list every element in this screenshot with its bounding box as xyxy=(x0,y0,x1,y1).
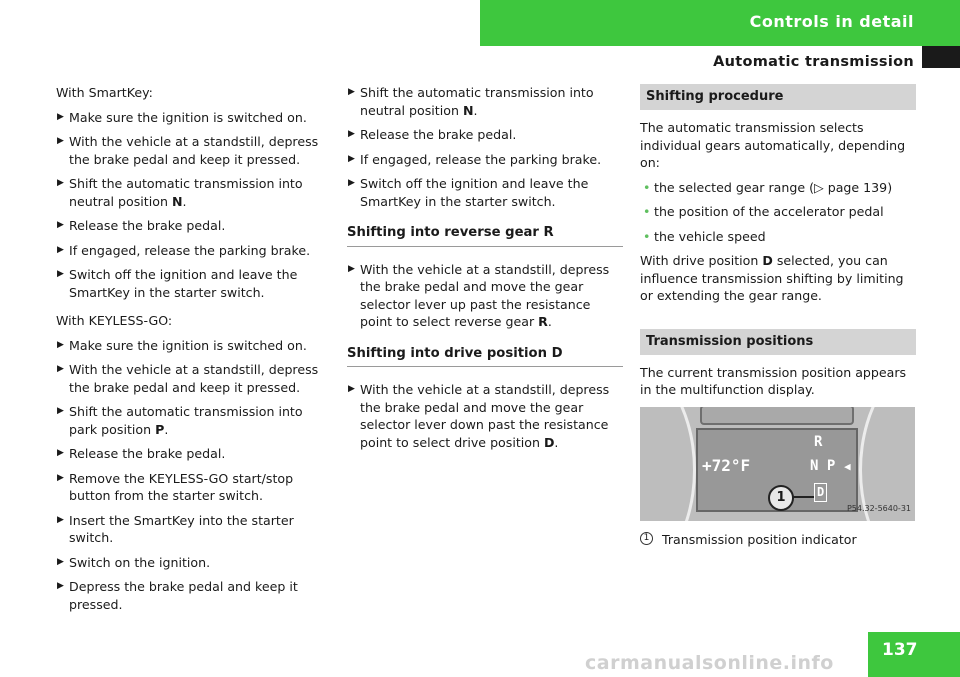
step-item xyxy=(56,512,330,547)
bullet-dot-icon: • xyxy=(643,204,651,219)
step-arrow-icon: ▶ xyxy=(57,581,64,591)
column-3 xyxy=(640,84,916,548)
step-arrow-icon: ▶ xyxy=(57,136,64,146)
step-arrow-icon: ▶ xyxy=(57,244,64,255)
smartkey-intro: With SmartKey: xyxy=(56,85,153,100)
step-arrow-icon: ▶ xyxy=(57,339,64,350)
step-punct: . xyxy=(473,102,478,118)
step-item xyxy=(347,381,623,451)
drive-heading: Shifting into drive position D xyxy=(347,345,623,368)
temperature-readout: +72°F xyxy=(702,455,751,475)
callout-1: 1 xyxy=(768,485,794,511)
gear-d: D xyxy=(814,483,827,503)
display-top-bar xyxy=(700,407,854,425)
drive-steps xyxy=(347,381,623,451)
step-item xyxy=(56,266,330,301)
step-arrow-icon: ▶ xyxy=(348,153,355,164)
bullet-dot-icon: • xyxy=(643,179,651,195)
step-text: Insert the SmartKey into the starter switch. xyxy=(69,512,294,545)
step-punct: . xyxy=(554,434,559,450)
step-text: Switch on the ignition. xyxy=(69,554,211,570)
step-item xyxy=(347,175,623,210)
step-punct: . xyxy=(547,314,552,329)
gear-np: N P xyxy=(810,457,836,474)
step-text: Switch off the ignition and leave the SmartKey in the starter switch. xyxy=(69,267,298,300)
step-item xyxy=(56,578,330,613)
step-text: With the vehicle at a standstill, depress the brake pedal and keep it pressed. xyxy=(69,134,319,167)
step-item xyxy=(56,361,330,396)
bullet-item xyxy=(640,228,916,246)
reverse-heading: Shifting into reverse gear R xyxy=(347,224,623,247)
shutdown-steps xyxy=(347,84,623,210)
positions-intro: The current transmission position appears in the multifunction display. xyxy=(640,364,907,397)
step-arrow-icon: ▶ xyxy=(348,178,355,188)
step-arrow-icon: ▶ xyxy=(348,87,355,97)
step-item xyxy=(56,445,330,463)
step-item xyxy=(347,151,623,169)
figure-code: P54.32-5640-31 xyxy=(846,504,911,513)
step-text: Shift the automatic transmission into neutral position xyxy=(69,176,303,209)
step-item xyxy=(56,109,330,127)
bullet-text: the selected gear range (▷ page 139) xyxy=(654,179,893,195)
gear-arrow-icon: ◀ xyxy=(844,459,851,473)
step-text: With the vehicle at a standstill, depress the brake pedal and keep it pressed. xyxy=(69,362,319,395)
step-text: Shift the automatic transmission into neutral position xyxy=(360,85,594,118)
step-text: Depress the brake pedal and keep it pressed. xyxy=(69,579,298,612)
step-punct: . xyxy=(182,193,187,209)
step-arrow-icon: ▶ xyxy=(57,472,64,483)
page-number: 137 xyxy=(882,640,918,660)
step-text: Shift the automatic transmission into park position xyxy=(69,404,303,437)
bullet-text: the position of the accelerator pedal xyxy=(654,204,884,219)
step-text: Switch off the ignition and leave the SmartKey in the starter switch. xyxy=(360,176,589,209)
keyless-steps xyxy=(56,337,330,614)
step-arrow-icon: ▶ xyxy=(57,406,64,416)
subsection-title: Automatic transmission xyxy=(713,54,914,70)
column-1 xyxy=(56,84,330,620)
drive-note: With drive position D selected, you can influence transmission shifting by limiting or extending the gear range. xyxy=(640,253,904,303)
keyless-intro: With KEYLESS-GO: xyxy=(56,313,173,328)
step-arrow-icon: ▶ xyxy=(348,384,355,394)
step-text: Release the brake pedal. xyxy=(69,218,226,233)
figure-legend xyxy=(640,531,916,549)
bullet-item xyxy=(640,203,916,221)
step-text: Remove the KEYLESS-GO start/stop button from the starter switch. xyxy=(69,470,294,503)
legend-text: Transmission position indicator xyxy=(662,531,857,547)
smartkey-steps xyxy=(56,109,330,302)
step-arrow-icon: ▶ xyxy=(57,178,64,188)
step-item xyxy=(56,554,330,572)
step-arrow-icon: ▶ xyxy=(57,220,64,230)
procedure-bullets xyxy=(640,179,916,246)
step-punct: . xyxy=(164,421,169,437)
step-text: Release the brake pedal. xyxy=(360,127,517,142)
step-text: With the vehicle at a standstill, depress the brake pedal and move the gear selector lever down past the resistance point to select drive position xyxy=(360,382,610,450)
step-text: If engaged, release the parking brake. xyxy=(360,151,602,167)
step-item xyxy=(56,175,330,210)
gauge-arc-left xyxy=(640,407,696,521)
step-item xyxy=(56,133,330,168)
step-item xyxy=(56,337,330,355)
step-text: Release the brake pedal. xyxy=(69,446,226,461)
section-header-bar xyxy=(480,0,960,46)
bullet-dot-icon: • xyxy=(643,228,651,244)
reverse-steps xyxy=(347,261,623,331)
step-bold: N xyxy=(171,193,183,209)
step-item xyxy=(56,242,330,260)
procedure-heading: Shifting procedure xyxy=(640,84,916,110)
header-tab-marker xyxy=(922,46,960,68)
step-bold: P xyxy=(155,421,165,437)
step-item xyxy=(347,261,623,331)
page-number-box xyxy=(868,632,960,677)
step-arrow-icon: ▶ xyxy=(348,263,355,274)
step-arrow-icon: ▶ xyxy=(57,514,64,525)
legend-number: 1 xyxy=(640,532,653,545)
step-text: If engaged, release the parking brake. xyxy=(69,242,311,258)
positions-heading: Transmission positions xyxy=(640,329,916,355)
step-item xyxy=(347,84,623,119)
step-text: Make sure the ignition is switched on. xyxy=(69,337,307,353)
step-item xyxy=(56,403,330,438)
step-arrow-icon: ▶ xyxy=(57,269,64,279)
step-bold: D xyxy=(543,434,555,450)
step-item xyxy=(347,126,623,144)
watermark: carmanualsonline.info xyxy=(585,652,834,674)
step-arrow-icon: ▶ xyxy=(57,556,64,567)
step-text: With the vehicle at a standstill, depress the brake pedal and move the gear selector lever up past the resistance point to select reverse gear xyxy=(360,261,610,329)
step-arrow-icon: ▶ xyxy=(57,448,64,458)
step-text: Make sure the ignition is switched on. xyxy=(69,109,307,125)
step-item xyxy=(56,470,330,505)
procedure-intro: The automatic transmission selects individual gears automatically, depending on: xyxy=(640,120,906,170)
step-bold: N xyxy=(462,102,474,118)
callout-leader xyxy=(792,496,814,498)
bullet-item xyxy=(640,179,916,197)
step-item xyxy=(56,217,330,235)
column-2 xyxy=(347,84,623,458)
step-arrow-icon: ▶ xyxy=(348,129,355,139)
step-arrow-icon: ▶ xyxy=(57,364,64,374)
section-title: Controls in detail xyxy=(749,12,914,31)
multifunction-display-figure xyxy=(640,407,915,521)
step-arrow-icon: ▶ xyxy=(57,111,64,122)
step-bold: R xyxy=(538,314,548,329)
gear-r: R xyxy=(814,433,823,450)
bullet-text: the vehicle speed xyxy=(654,228,766,244)
